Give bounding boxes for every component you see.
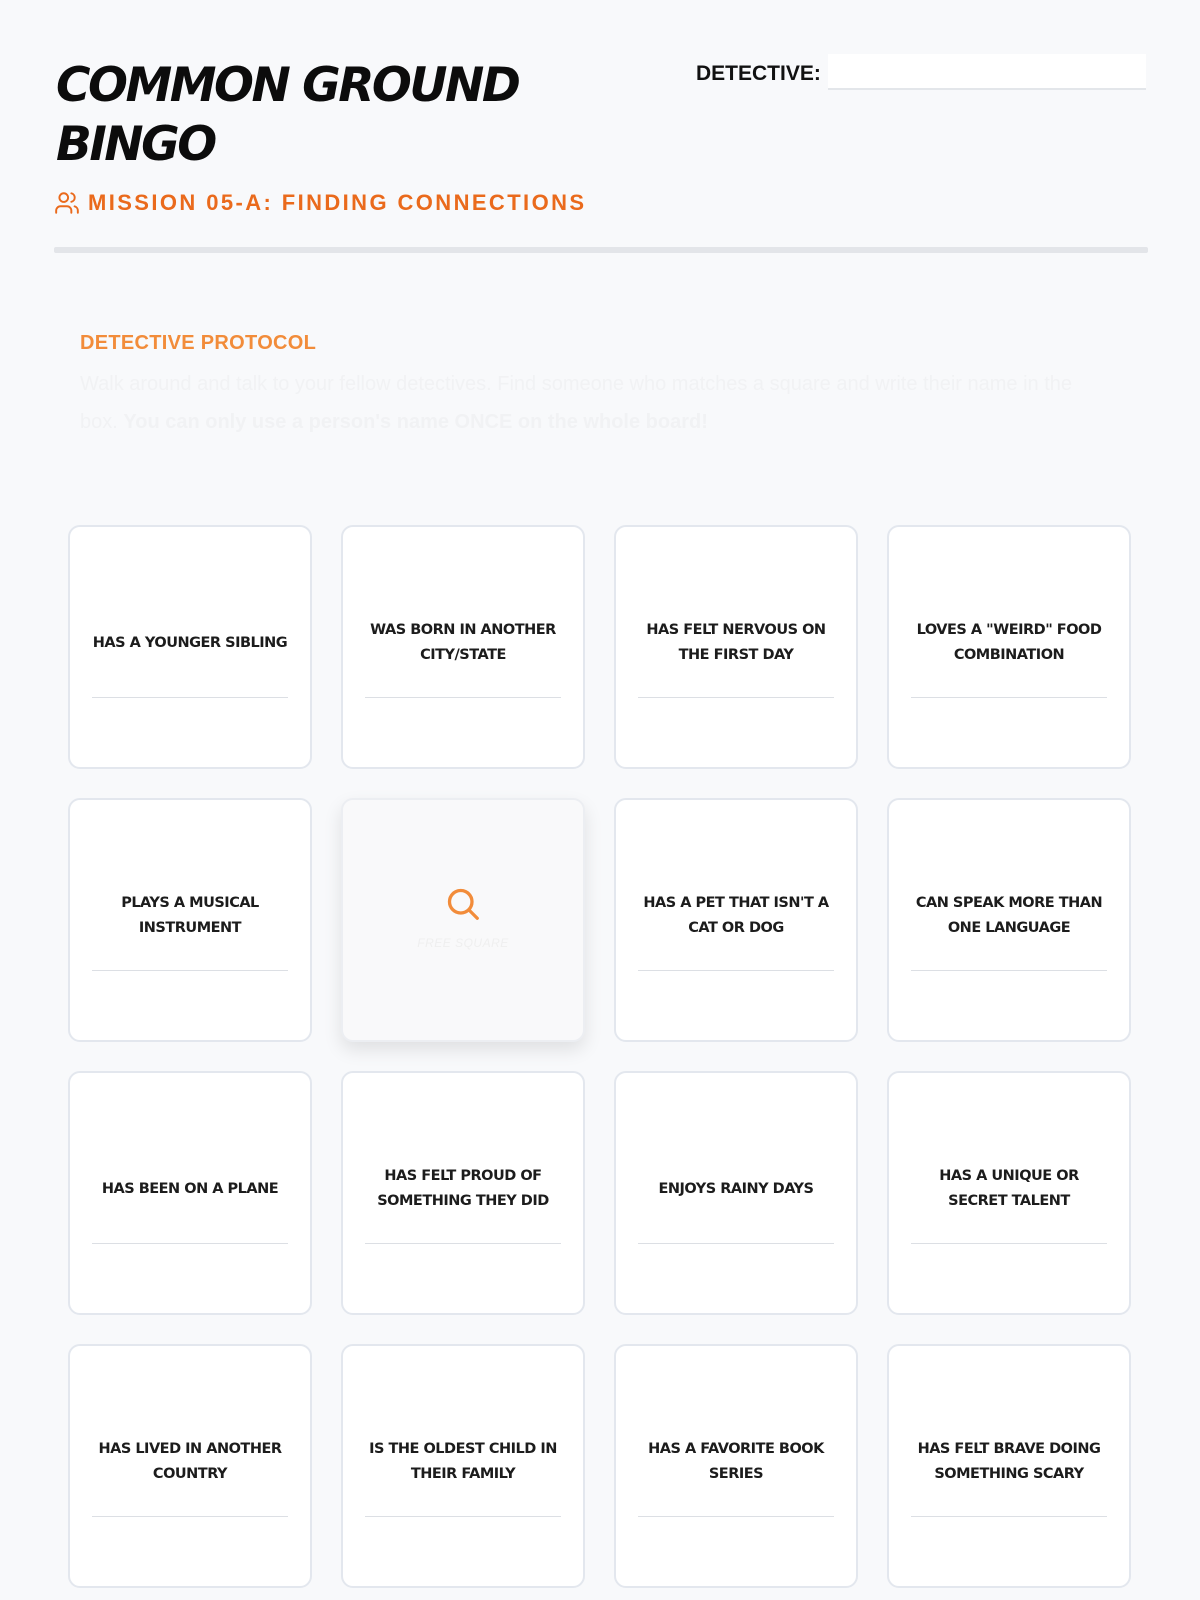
- bingo-square[interactable]: [341, 1071, 585, 1315]
- square-prompt: LOVES A "WEIRD" FOOD COMBINATION: [916, 622, 1102, 663]
- square-prompt: PLAYS A MUSICAL INSTRUMENT: [121, 895, 259, 936]
- name-write-line[interactable]: [911, 697, 1107, 698]
- bingo-square[interactable]: [614, 525, 858, 769]
- name-write-line[interactable]: [92, 1243, 288, 1244]
- name-write-line[interactable]: [638, 1243, 834, 1244]
- name-write-line[interactable]: [911, 1516, 1107, 1517]
- bingo-square[interactable]: [68, 1344, 312, 1588]
- square-prompt: HAS A YOUNGER SIBLING: [92, 634, 288, 651]
- name-write-line[interactable]: [365, 697, 561, 698]
- square-prompt: HAS A FAVORITE BOOK SERIES: [648, 1441, 824, 1482]
- detective-field: [696, 54, 1148, 92]
- bingo-square[interactable]: [341, 1344, 585, 1588]
- name-write-line[interactable]: [92, 970, 288, 971]
- square-prompt: ENJOYS RAINY DAYS: [658, 1180, 814, 1197]
- detective-name-input[interactable]: [828, 54, 1146, 90]
- square-prompt: HAS LIVED IN ANOTHER COUNTRY: [98, 1441, 282, 1482]
- page-title: [56, 56, 616, 174]
- name-write-line[interactable]: [92, 697, 288, 698]
- protocol-section: [80, 332, 1140, 441]
- bingo-square[interactable]: [614, 1071, 858, 1315]
- bingo-square[interactable]: [887, 525, 1131, 769]
- magnifier-icon: [445, 886, 481, 922]
- users-icon: [54, 190, 80, 216]
- protocol-emphasis: You can only use a person's name ONCE on the whole board!: [123, 411, 708, 433]
- title-line-2: BINGO: [56, 117, 215, 172]
- square-prompt: HAS BEEN ON A PLANE: [101, 1180, 279, 1197]
- header-divider: [54, 247, 1148, 253]
- name-write-line[interactable]: [365, 1516, 561, 1517]
- square-prompt: HAS A PET THAT ISN'T A CAT OR DOG: [643, 895, 829, 936]
- free-square-label: FREE SQUARE: [417, 936, 509, 950]
- name-write-line[interactable]: [911, 970, 1107, 971]
- protocol-title: DETECTIVE PROTOCOL: [80, 332, 317, 354]
- bingo-square[interactable]: [887, 1344, 1131, 1588]
- bingo-square[interactable]: [887, 1071, 1131, 1315]
- square-prompt: CAN SPEAK MORE THAN ONE LANGUAGE: [915, 895, 1103, 936]
- square-prompt: HAS FELT BRAVE DOING SOMETHING SCARY: [917, 1441, 1101, 1482]
- square-prompt: HAS A UNIQUE OR SECRET TALENT: [939, 1168, 1079, 1209]
- bingo-square[interactable]: [614, 798, 858, 1042]
- mission-subtitle-text: MISSION 05-A: FINDING CONNECTIONS: [88, 190, 587, 215]
- name-write-line[interactable]: [911, 1243, 1107, 1244]
- detective-label: DETECTIVE:: [696, 62, 821, 85]
- square-prompt: WAS BORN IN ANOTHER CITY/STATE: [370, 622, 556, 663]
- bingo-square[interactable]: [68, 798, 312, 1042]
- title-line-1: COMMON GROUND: [56, 58, 519, 113]
- bingo-square[interactable]: [68, 525, 312, 769]
- bingo-square[interactable]: [887, 798, 1131, 1042]
- square-prompt: HAS FELT NERVOUS ON THE FIRST DAY: [646, 622, 826, 663]
- bingo-square[interactable]: [68, 1071, 312, 1315]
- name-write-line[interactable]: [638, 1516, 834, 1517]
- bingo-square[interactable]: [614, 1344, 858, 1588]
- name-write-line[interactable]: [638, 970, 834, 971]
- protocol-instructions: Walk around and talk to your fellow detectives. Find someone who matches a square and write their name in the box.: [80, 373, 1073, 433]
- square-prompt: HAS FELT PROUD OF SOMETHING THEY DID: [377, 1168, 549, 1209]
- name-write-line[interactable]: [638, 697, 834, 698]
- name-write-line[interactable]: [365, 1243, 561, 1244]
- bingo-square[interactable]: [341, 525, 585, 769]
- protocol-text: [80, 365, 1100, 441]
- name-write-line[interactable]: [92, 1516, 288, 1517]
- free-square: [341, 798, 585, 1042]
- bingo-grid: [68, 525, 1131, 1588]
- mission-subtitle: [54, 190, 586, 216]
- square-prompt: IS THE OLDEST CHILD IN THEIR FAMILY: [369, 1441, 557, 1482]
